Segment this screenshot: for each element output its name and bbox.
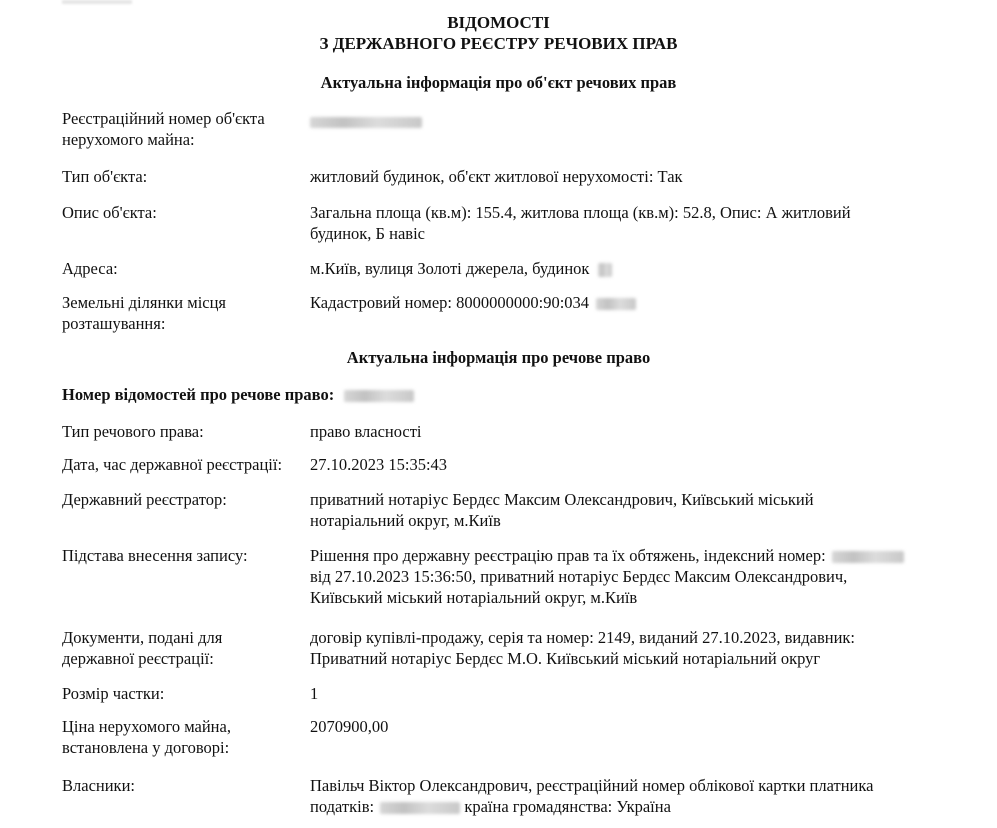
row-value: 2070900,00 bbox=[310, 717, 389, 736]
row-value: 1 bbox=[310, 684, 319, 703]
document-title-line2: З ДЕРЖАВНОГО РЕЄСТРУ РЕЧОВИХ ПРАВ bbox=[319, 34, 678, 53]
owner-text-part2: країна громадянства: Україна bbox=[464, 797, 671, 816]
cadastral-text: Кадастровий номер: 8000000000:90:034 bbox=[310, 293, 590, 312]
row-value: Загальна площа (кв.м): 155.4, житлова площа (кв.м): 52.8, Опис: А житловий будинок, Б навіс bbox=[310, 203, 851, 243]
row-label: Земельні ділянки місця розташування: bbox=[62, 293, 227, 333]
cropped-text-fragment bbox=[62, 0, 132, 4]
redacted-record-number bbox=[344, 390, 414, 402]
record-number-row bbox=[62, 384, 414, 405]
record-number-label: Номер відомостей про речове право: bbox=[62, 385, 335, 404]
row-value: договір купівлі-продажу, серія та номер: 2149, виданий 27.10.2023, видавник: Приватний нотаріус Бердєс М.О. Київський міський нотаріальний округ bbox=[310, 628, 855, 668]
row-label: Підстава внесення запису: bbox=[62, 546, 248, 565]
redacted-house-number bbox=[598, 263, 612, 277]
redacted-tax-number bbox=[380, 802, 460, 814]
basis-text-part2: від 27.10.2023 15:36:50, приватний нотаріус Бердєс Максим Олександрович, Київський міський нотаріальний округ, м.Київ bbox=[310, 567, 848, 607]
row-label: Ціна нерухомого майна, встановлена у договорі: bbox=[62, 717, 231, 757]
object-section-heading: Актуальна інформація про об'єкт речових прав bbox=[320, 73, 677, 92]
row-value bbox=[310, 108, 930, 129]
owner-text-part1: Павільч Віктор Олександрович, реєстраційний номер облікової картки платника податків: bbox=[310, 776, 874, 816]
row-label: Власники: bbox=[62, 776, 135, 795]
row-value: право власності bbox=[310, 422, 422, 441]
row-label: Опис об'єкта: bbox=[62, 203, 157, 222]
row-value bbox=[310, 258, 930, 279]
row-label: Дата, час державної реєстрації: bbox=[62, 455, 283, 474]
right-section-heading: Актуальна інформація про речове право bbox=[346, 348, 651, 367]
redacted-index-number bbox=[832, 551, 904, 563]
redacted-cadastral-suffix bbox=[596, 298, 636, 310]
row-value bbox=[310, 292, 930, 313]
row-value bbox=[310, 775, 920, 817]
row-value: приватний нотаріус Бердєс Максим Олександрович, Київський міський нотаріальний округ, м.Київ bbox=[310, 490, 814, 530]
row-label: Розмір частки: bbox=[62, 684, 165, 703]
document-title-line1: ВІДОМОСТІ bbox=[447, 13, 550, 32]
redacted-value bbox=[310, 117, 422, 128]
basis-text-part1: Рішення про державну реєстрацію прав та їх обтяжень, індексний номер: bbox=[310, 546, 826, 565]
row-value: 27.10.2023 15:35:43 bbox=[310, 455, 448, 474]
address-text: м.Київ, вулиця Золоті джерела, будинок bbox=[310, 259, 590, 278]
row-label: Тип речового права: bbox=[62, 422, 204, 441]
row-value bbox=[310, 545, 920, 608]
row-label: Реєстраційний номер об'єкта нерухомого майна: bbox=[62, 109, 265, 149]
row-label: Документи, подані для державної реєстрації: bbox=[62, 628, 223, 668]
row-label: Адреса: bbox=[62, 259, 118, 278]
row-label: Тип об'єкта: bbox=[62, 167, 148, 186]
row-label: Державний реєстратор: bbox=[62, 490, 227, 509]
row-value: житловий будинок, об'єкт житлової нерухомості: Так bbox=[310, 167, 683, 186]
